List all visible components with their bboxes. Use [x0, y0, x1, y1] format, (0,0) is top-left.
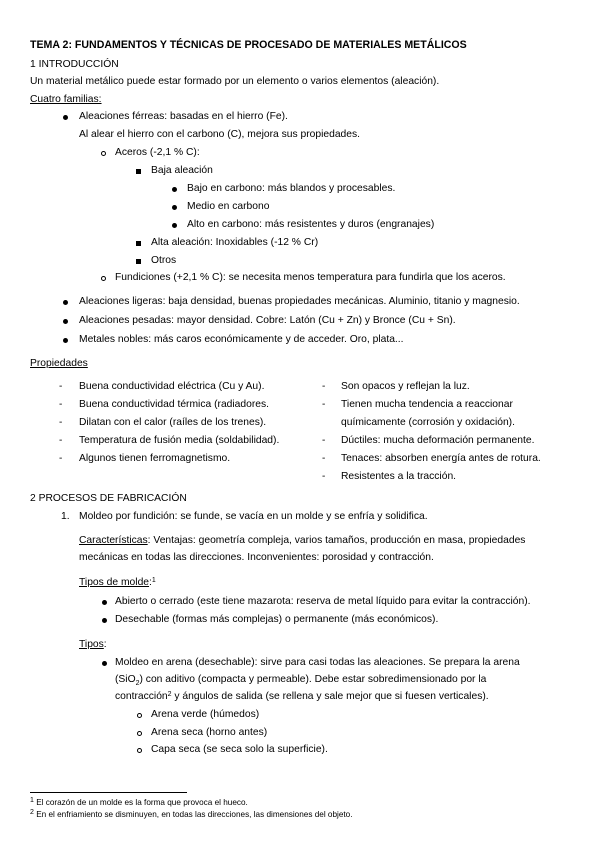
high-alloy-item: Alta aleación: Inoxidables (-12 % Cr)	[151, 237, 319, 248]
mold-types-label: Tipos de molde	[79, 577, 150, 588]
dash-bullet: -	[59, 453, 63, 464]
footnote-1	[30, 797, 248, 808]
footnote-ref-1: 1	[151, 577, 156, 584]
document-title: TEMA 2: FUNDAMENTOS Y TÉCNICAS DE PROCESADO DE MATERIALES METÁLICOS	[30, 39, 467, 51]
circle-bullet-icon	[137, 713, 142, 718]
dash-bullet: -	[322, 381, 326, 392]
sand-text: y ángulos de salida (se rellena y sale mejor que si fuesen verticales).	[171, 691, 489, 702]
property-right: Dúctiles: mucha deformación permanente.	[341, 435, 535, 446]
bullet-icon	[172, 223, 177, 228]
family-noble: Metales nobles: más caros económicamente y de acceder. Oro, plata...	[79, 334, 404, 345]
low-alloy-item: Baja aleación	[151, 165, 213, 176]
property-left: Dilatan con el calor (raíles de los trenes).	[79, 417, 267, 428]
cast-iron-item: Fundiciones (+2,1 % C): se necesita menos temperatura para fundirla que los aceros.	[115, 272, 506, 283]
property-left: Buena conductividad eléctrica (Cu y Au).	[79, 381, 265, 392]
property-right: Tenaces: absorben energía antes de rotura.	[341, 453, 541, 464]
property-right: Son opacos y reflejan la luz.	[341, 381, 470, 392]
bullet-icon	[102, 600, 107, 605]
types-colon: :	[103, 639, 107, 650]
bullet-icon	[63, 115, 68, 120]
bullet-icon	[63, 300, 68, 305]
sand-text: (SiO	[115, 674, 136, 685]
circle-bullet-icon	[137, 731, 142, 736]
mold-open-closed: Abierto o cerrado (este tiene mazarota: reserva de metal líquido para evitar la contracción).	[115, 596, 531, 607]
footnote-divider	[30, 792, 187, 793]
section-1-heading: 1 INTRODUCCIÓN	[30, 59, 119, 70]
properties-label: Propiedades	[30, 358, 88, 369]
bullet-icon	[102, 661, 107, 666]
footnote-ref-2: 2	[167, 691, 172, 698]
characteristics-line-1	[79, 534, 525, 548]
property-left: Temperatura de fusión media (soldabilidad).	[79, 435, 280, 446]
dash-bullet: -	[322, 471, 326, 482]
sand-molding-line-2	[115, 673, 486, 691]
property-left: Algunos tienen ferromagnetismo.	[79, 453, 231, 464]
family-light: Aleaciones ligeras: baja densidad, buenas propiedades mecánicas. Aluminio, titanio y magnesio.	[79, 296, 520, 307]
types-heading	[79, 638, 107, 652]
dash-bullet: -	[59, 417, 63, 428]
mold-types-heading	[79, 576, 156, 590]
family-ferrous: Aleaciones férreas: basadas en el hierro (Fe).	[79, 111, 288, 122]
subscript: 2	[135, 680, 140, 688]
section-2-heading: 2 PROCESOS DE FABRICACIÓN	[30, 493, 187, 504]
circle-bullet-icon	[137, 748, 142, 753]
dash-bullet: -	[59, 381, 63, 392]
high-carbon-item: Alto en carbono: más resistentes y duros (engranajes)	[187, 219, 435, 230]
characteristics-text: : Ventajas: geometría compleja, varios tamaños, producción en masa, propiedades	[147, 535, 526, 546]
footnote-number: 2	[30, 809, 34, 816]
low-carbon-item: Bajo en carbono: más blandos y procesables.	[187, 183, 396, 194]
medium-carbon-item: Medio en carbono	[187, 201, 270, 212]
family-heavy: Aleaciones pesadas: mayor densidad. Cobre: Latón (Cu + Zn) y Bronce (Cu + Sn).	[79, 315, 456, 326]
types-label: Tipos	[79, 639, 104, 650]
others-item: Otros	[151, 255, 177, 266]
bullet-icon	[172, 205, 177, 210]
bullet-icon	[63, 319, 68, 324]
sand-molding-line-1: Moldeo en arena (desechable): sirve para casi todas las aleaciones. Se prepara la arena	[115, 657, 520, 668]
bullet-icon	[63, 338, 68, 343]
mold-disposable: Desechable (formas más complejas) o permanente (más económicos).	[115, 614, 439, 625]
mold-types-colon: :	[149, 577, 152, 588]
dash-bullet: -	[322, 399, 326, 410]
dash-bullet: -	[322, 453, 326, 464]
casting-item: Moldeo por fundición: se funde, se vacía en un molde y se enfría y solidifica.	[79, 511, 428, 522]
sand-text: contracción	[115, 691, 168, 702]
green-sand-item: Arena verde (húmedos)	[151, 709, 260, 720]
dry-sand-item: Arena seca (horno antes)	[151, 727, 268, 738]
dash-bullet: -	[59, 399, 63, 410]
square-bullet-icon	[136, 259, 141, 264]
dash-bullet: -	[322, 435, 326, 446]
dash-bullet: -	[59, 435, 63, 446]
property-right: Tienen mucha tendencia a reaccionar	[341, 399, 513, 410]
steels-item: Aceros (-2,1 % C):	[115, 147, 200, 158]
sand-text: ) con aditivo (compacta y permeable). Debe estar sobredimensionado por la	[139, 674, 487, 685]
footnote-2	[30, 809, 353, 820]
footnote-number: 1	[30, 797, 34, 804]
bullet-icon	[172, 187, 177, 192]
circle-bullet-icon	[101, 276, 106, 281]
characteristics-label: Características	[79, 535, 148, 546]
dry-skin-item: Capa seca (se seca solo la superficie).	[151, 744, 328, 755]
circle-bullet-icon	[101, 151, 106, 156]
property-left: Buena conductividad térmica (radiadores.	[79, 399, 270, 410]
square-bullet-icon	[136, 241, 141, 246]
characteristics-line-2: mecánicas en todas las direcciones. Inconvenientes: porosidad y contracción.	[79, 552, 434, 563]
square-bullet-icon	[136, 169, 141, 174]
sand-molding-line-3	[115, 690, 489, 704]
intro-paragraph: Un material metálico puede estar formado por un elemento o varios elementos (aleación).	[30, 76, 440, 87]
ferrous-note: Al alear el hierro con el carbono (C), mejora sus propiedades.	[79, 129, 361, 140]
families-label: Cuatro familias:	[30, 94, 102, 105]
footnote-text: El corazón de un molde es la forma que provoca el hueco.	[36, 798, 248, 807]
property-right: químicamente (corrosión y oxidación).	[341, 417, 515, 428]
footnote-text: En el enfriamiento se disminuyen, en todas las direcciones, las dimensiones del objeto.	[36, 810, 353, 819]
list-number: 1.	[61, 511, 70, 522]
property-right: Resistentes a la tracción.	[341, 471, 457, 482]
bullet-icon	[102, 618, 107, 623]
